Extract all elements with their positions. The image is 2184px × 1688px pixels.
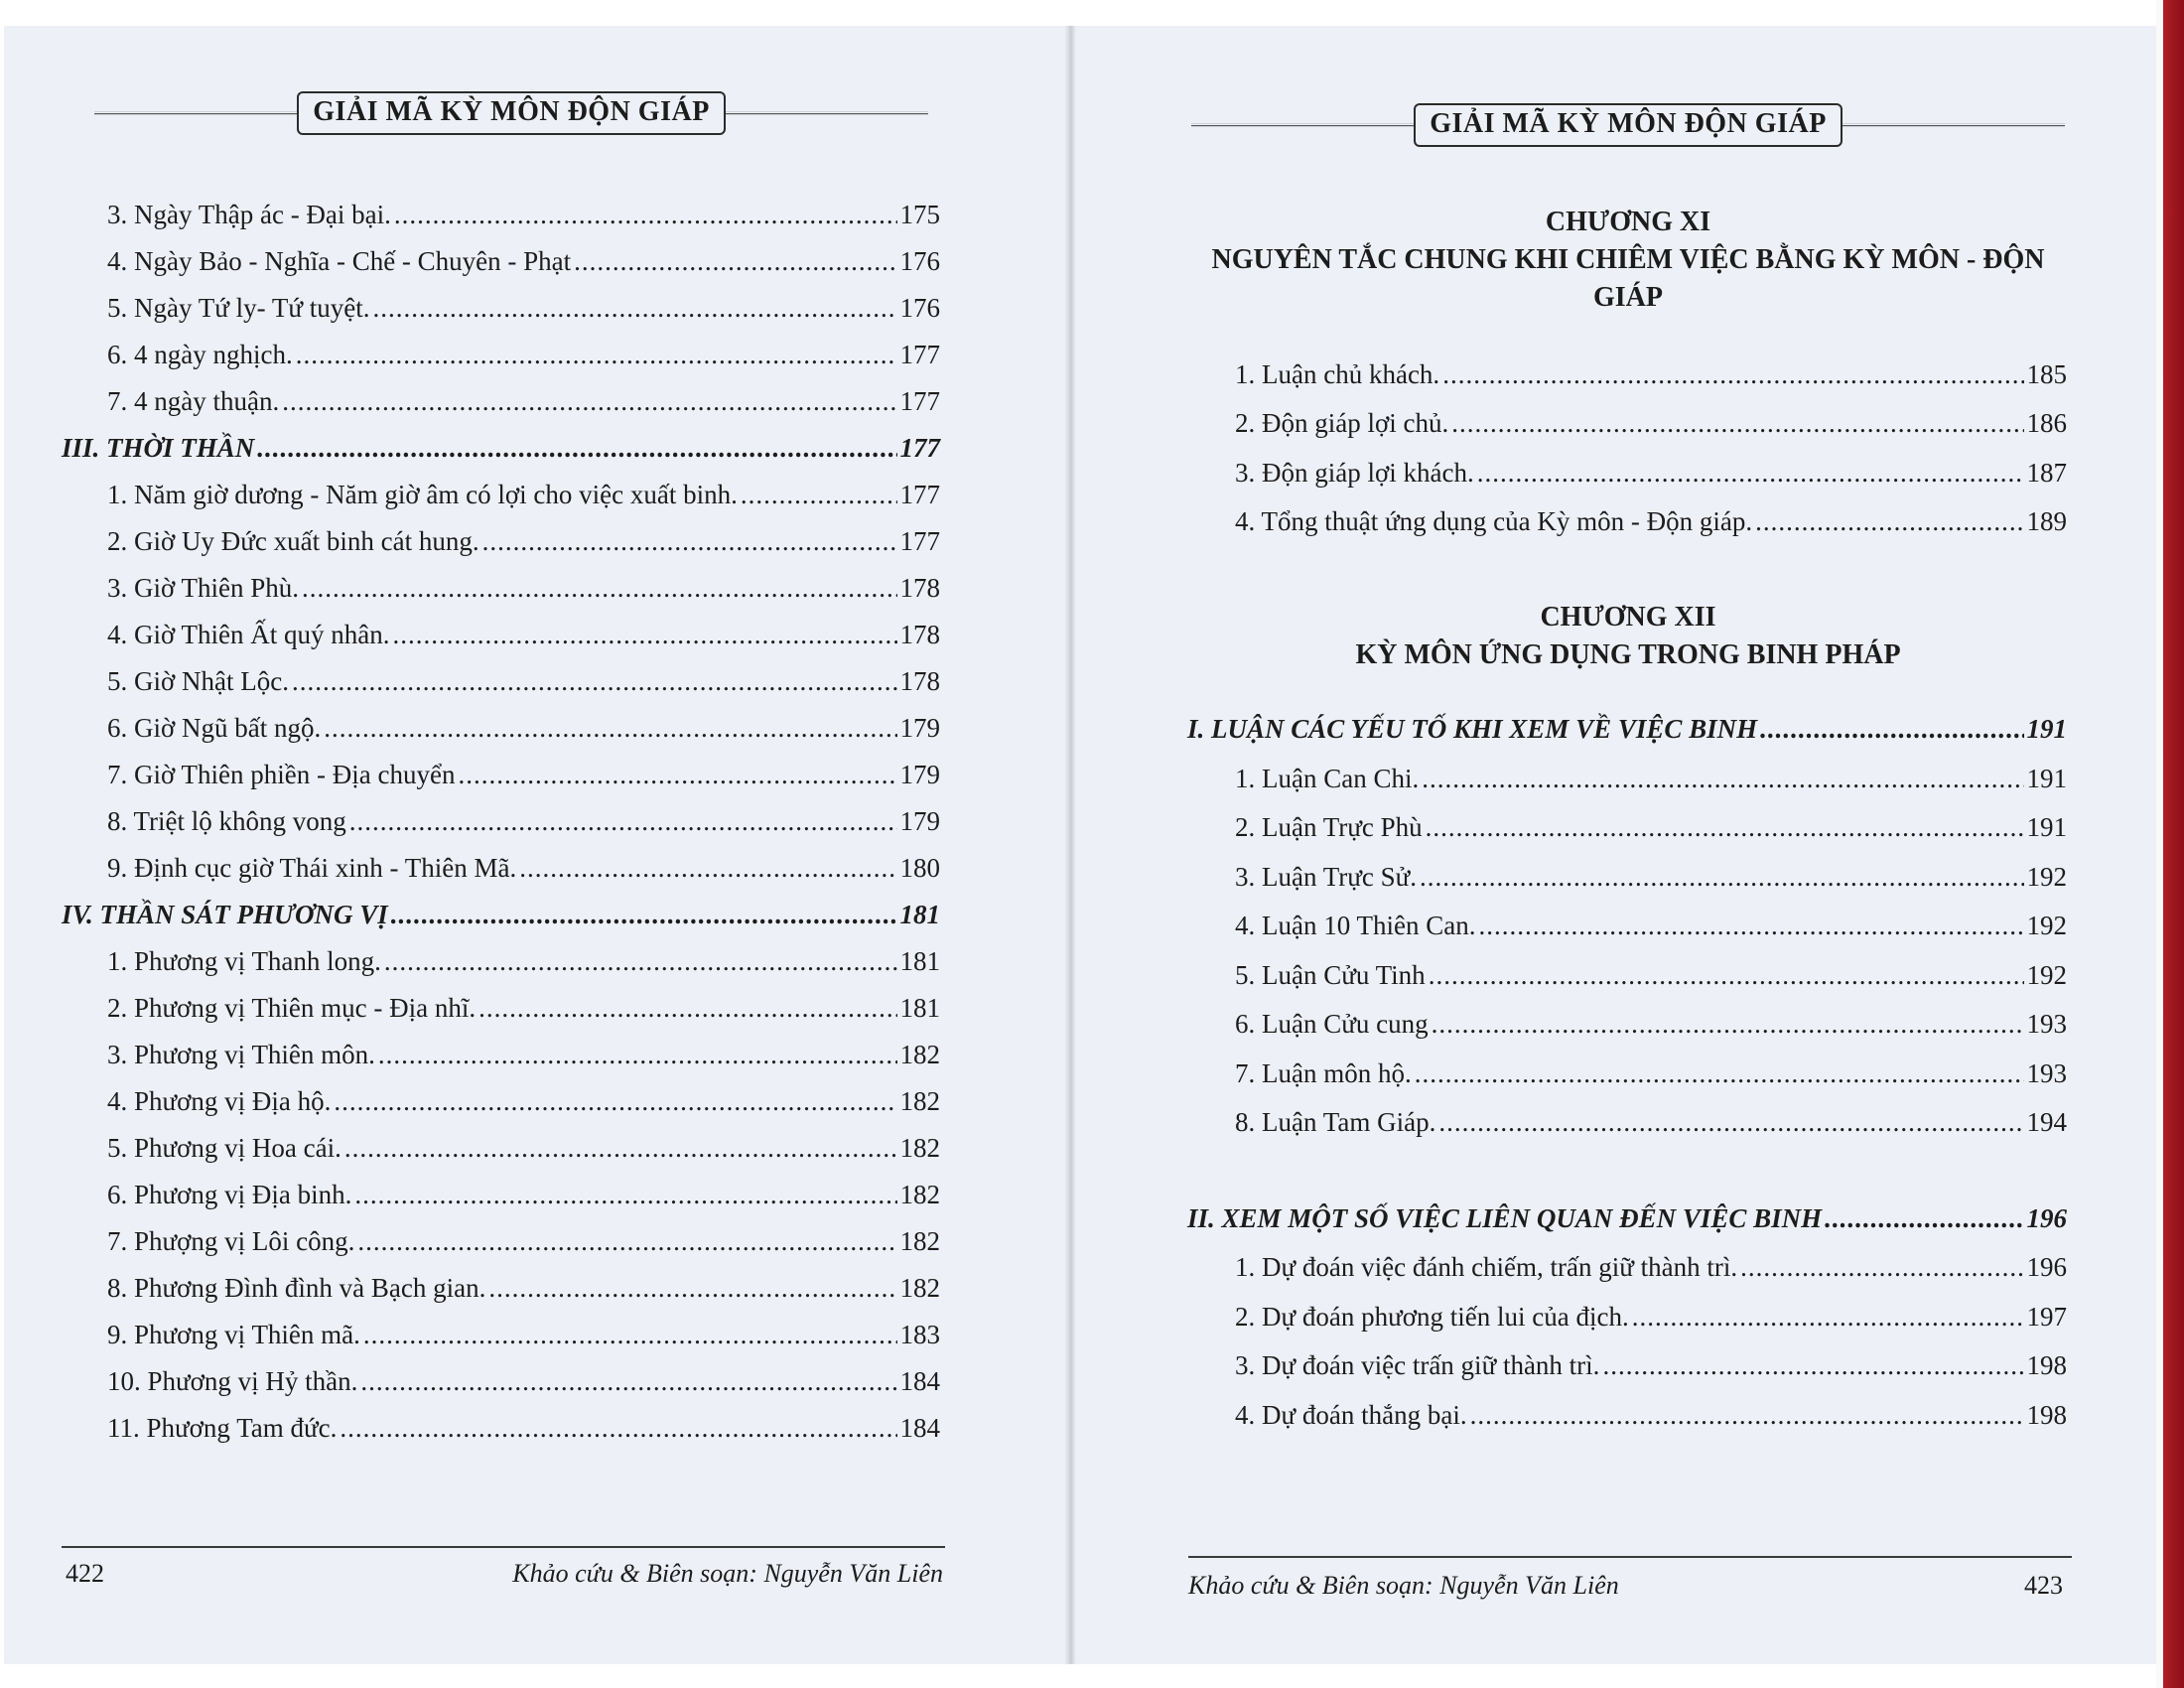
toc-entry <box>107 944 940 978</box>
toc-page-number: 177 <box>899 526 940 556</box>
toc-page-number: 192 <box>2026 862 2067 892</box>
toc-leader-dots <box>334 1084 896 1118</box>
right-footer-rule <box>1188 1556 2072 1558</box>
toc-leader-dots <box>296 338 897 371</box>
toc-entry <box>107 851 940 885</box>
toc-page-number: 185 <box>2026 359 2067 389</box>
toc-entry-label: 3. Luận Trực Sử. <box>1235 862 1418 892</box>
toc-page-number: 179 <box>899 806 940 836</box>
toc-page-number: 184 <box>899 1366 940 1396</box>
toc-leader-dots <box>1760 712 2023 746</box>
toc-leader-dots <box>1451 406 2023 440</box>
toc-entry-label: 1. Luận Can Chi. <box>1235 764 1420 793</box>
toc-page-number: 196 <box>2026 1203 2067 1233</box>
toc-entry <box>107 618 940 651</box>
toc-leader-dots <box>349 804 897 838</box>
toc-entry-label: 4. Dự đoán thắng bại. <box>1235 1400 1467 1430</box>
chapter-xi-title-line2: GIÁP <box>1593 282 1663 313</box>
toc-page-number: 184 <box>899 1413 940 1443</box>
book-gutter <box>1064 26 1076 1664</box>
toc-page-number: 182 <box>899 1133 940 1163</box>
toc-entry-label: 1. Dự đoán việc đánh chiếm, trấn giữ thành trì. <box>1235 1252 1738 1282</box>
toc-entry-label: 5. Ngày Tứ ly- Tứ tuyệt. <box>107 293 370 323</box>
header-rule-right <box>726 111 928 115</box>
toc-entry-label: 5. Phương vị Hoa cái. <box>107 1133 341 1163</box>
left-footer-rule <box>62 1546 945 1548</box>
toc-leader-dots <box>1825 1201 2023 1235</box>
toc-entry <box>1235 1105 2067 1139</box>
toc-page-number: 192 <box>2026 960 2067 990</box>
toc-entry-label: 7. Luận môn hộ. <box>1235 1058 1412 1088</box>
header-rule-left <box>94 111 297 115</box>
toc-entry <box>107 1271 940 1305</box>
toc-entry-label: IV. THẦN SÁT PHƯƠNG VỊ <box>62 900 388 929</box>
toc-page-number: 183 <box>899 1320 940 1349</box>
toc-page-number: 191 <box>2026 812 2067 842</box>
toc-entry <box>1235 406 2067 440</box>
toc-entry <box>107 1084 940 1118</box>
chapter-xii-title: KỲ MÔN ỨNG DỤNG TRONG BINH PHÁP <box>1355 639 1901 670</box>
toc-entry-label: 8. Luận Tam Giáp. <box>1235 1107 1436 1137</box>
toc-page-number: 198 <box>2026 1400 2067 1430</box>
toc-page-number: 178 <box>899 573 940 603</box>
toc-page-number: 179 <box>899 713 940 743</box>
toc-entry <box>1235 1056 2067 1090</box>
toc-entry-label: 1. Năm giờ dương - Năm giờ âm có lợi cho việc xuất binh. <box>107 480 738 509</box>
toc-leader-dots <box>378 1038 897 1071</box>
toc-entry <box>1235 504 2067 538</box>
toc-entry-label: 2. Dự đoán phương tiến lui của địch. <box>1235 1302 1629 1332</box>
toc-entry-label: 7. Phượng vị Lôi công. <box>107 1226 355 1256</box>
toc-page-number: 194 <box>2026 1107 2067 1137</box>
toc-entry <box>107 571 940 605</box>
chapter-xi-heading: CHƯƠNG XI <box>1545 207 1711 237</box>
toc-entry-label: I. LUẬN CÁC YẾU TỐ KHI XEM VỀ VIỆC BINH <box>1187 714 1758 744</box>
toc-page-number: 177 <box>899 386 940 416</box>
toc-entry-label: 6. Luận Cửu cung <box>1235 1009 1429 1039</box>
toc-entry <box>1235 958 2067 992</box>
toc-leader-dots <box>488 1271 896 1305</box>
toc-page-number: 182 <box>899 1086 940 1116</box>
toc-leader-dots <box>1442 357 2023 391</box>
toc-entry-label: 4. Ngày Bảo - Nghĩa - Chế - Chuyên - Phạt <box>107 246 572 276</box>
toc-entry-label: 3. Độn giáp lợi khách. <box>1235 458 1474 488</box>
toc-page-number: 182 <box>899 1180 940 1209</box>
toc-section-heading <box>1187 1201 2067 1235</box>
toc-page-number: 178 <box>899 620 940 649</box>
toc-leader-dots <box>1740 1250 2023 1284</box>
toc-page-number: 191 <box>2026 764 2067 793</box>
toc-entry-label: 1. Phương vị Thanh long. <box>107 946 381 976</box>
toc-entry-label: 2. Luận Trực Phù <box>1235 812 1423 842</box>
toc-entry-label: 6. Phương vị Địa binh. <box>107 1180 352 1209</box>
toc-entry <box>107 1178 940 1211</box>
toc-page-number: 179 <box>899 760 940 789</box>
toc-entry <box>1235 909 2067 942</box>
book-cover-edge <box>2163 0 2184 1688</box>
toc-entry <box>107 1364 940 1398</box>
toc-leader-dots <box>357 1224 896 1258</box>
toc-leader-dots <box>1432 1007 2024 1041</box>
toc-leader-dots <box>360 1364 896 1398</box>
toc-page-number: 197 <box>2026 1302 2067 1332</box>
toc-leader-dots <box>1478 909 2023 942</box>
chapter-xi-title-line1: NGUYÊN TẮC CHUNG KHI CHIÊM VIỆC BẰNG KỲ MÔN - ĐỘN <box>1211 244 2045 275</box>
toc-leader-dots <box>482 524 897 558</box>
toc-page-number: 193 <box>2026 1058 2067 1088</box>
toc-entry-label: 4. Tổng thuật ứng dụng của Kỳ môn - Độn giáp. <box>1235 506 1753 536</box>
toc-entry-label: 5. Luận Cửu Tinh <box>1235 960 1426 990</box>
toc-leader-dots <box>478 991 896 1025</box>
toc-leader-dots <box>1632 1300 2024 1334</box>
toc-page-number: 181 <box>899 900 940 929</box>
toc-entry-label: 9. Định cục giờ Thái xinh - Thiên Mã. <box>107 853 517 883</box>
chapter-xii-block <box>1171 599 2085 674</box>
toc-page-number: 182 <box>899 1273 940 1303</box>
toc-leader-dots <box>1422 762 2023 795</box>
toc-leader-dots <box>340 1411 896 1445</box>
toc-entry-label: 1. Luận chủ khách. <box>1235 359 1440 389</box>
toc-leader-dots <box>324 711 896 745</box>
toc-page-number: 180 <box>899 853 940 883</box>
toc-entry-label: 4. Phương vị Địa hộ. <box>107 1086 332 1116</box>
toc-section-heading <box>1187 712 2067 746</box>
toc-page-number: 196 <box>2026 1252 2067 1282</box>
toc-entry <box>1235 456 2067 490</box>
toc-page-number: 177 <box>899 433 940 463</box>
toc-entry <box>107 198 940 231</box>
toc-entry <box>1235 1348 2067 1382</box>
toc-leader-dots <box>1426 810 2024 844</box>
toc-entry <box>107 478 940 511</box>
toc-page-number: 198 <box>2026 1350 2067 1380</box>
toc-page-number: 181 <box>899 946 940 976</box>
left-running-header <box>94 91 928 135</box>
toc-entry <box>1235 860 2067 894</box>
toc-leader-dots <box>363 1318 897 1351</box>
toc-leader-dots <box>1438 1105 2023 1139</box>
toc-entry-label: 7. 4 ngày thuận. <box>107 386 280 416</box>
toc-entry-label: 2. Độn giáp lợi chủ. <box>1235 408 1449 438</box>
toc-page-number: 177 <box>899 480 940 509</box>
toc-page-number: 182 <box>899 1226 940 1256</box>
toc-entry-label: 8. Phương Đình đình và Bạch gian. <box>107 1273 486 1303</box>
toc-leader-dots <box>393 618 897 651</box>
chapter-xi-block <box>1171 204 2085 317</box>
toc-entry <box>107 1224 940 1258</box>
toc-entry-label: III. THỜI THẦN <box>62 433 255 463</box>
toc-entry-label: 9. Phương vị Thiên mã. <box>107 1320 360 1349</box>
toc-entry <box>1235 1300 2067 1334</box>
toc-entry <box>107 991 940 1025</box>
header-rule-right <box>1843 123 2065 127</box>
header-title: GIẢI MÃ KỲ MÔN ĐỘN GIÁP <box>1414 103 1843 147</box>
header-rule-left <box>1191 123 1414 127</box>
toc-entry <box>1235 1398 2067 1432</box>
toc-leader-dots <box>292 664 897 698</box>
toc-entry <box>1235 762 2067 795</box>
toc-entry <box>107 804 940 838</box>
right-page-number: 423 <box>2024 1571 2063 1600</box>
toc-page-number: 191 <box>2026 714 2067 744</box>
toc-page-number: 178 <box>899 666 940 696</box>
toc-entry <box>107 524 940 558</box>
toc-entry-label: 6. 4 ngày nghịch. <box>107 340 293 369</box>
toc-entry-label: 6. Giờ Ngũ bất ngộ. <box>107 713 322 743</box>
toc-page-number: 181 <box>899 993 940 1023</box>
toc-entry <box>107 758 940 791</box>
toc-entry <box>107 664 940 698</box>
toc-entry-label: 2. Giờ Uy Đức xuất binh cát hung. <box>107 526 479 556</box>
chapter-xii-heading: CHƯƠNG XII <box>1540 602 1716 633</box>
toc-entry <box>107 384 940 418</box>
toc-entry <box>107 1131 940 1165</box>
toc-leader-dots <box>302 571 896 605</box>
toc-section-heading <box>62 431 940 465</box>
toc-page-number: 182 <box>899 1040 940 1069</box>
toc-leader-dots <box>1470 1398 2024 1432</box>
toc-leader-dots <box>574 244 896 278</box>
toc-page-number: 177 <box>899 340 940 369</box>
toc-leader-dots <box>1477 456 2024 490</box>
toc-leader-dots <box>373 291 897 325</box>
toc-entry <box>1235 357 2067 391</box>
toc-entry-label: 3. Ngày Thập ác - Đại bại. <box>107 200 391 229</box>
toc-entry-label: 8. Triệt lộ không vong <box>107 806 346 836</box>
left-footer-author: Khảo cứu & Biên soạn: Nguyễn Văn Liên <box>512 1559 943 1588</box>
toc-page-number: 176 <box>899 246 940 276</box>
toc-entry <box>107 711 940 745</box>
toc-page-number: 176 <box>899 293 940 323</box>
toc-leader-dots <box>741 478 897 511</box>
toc-entry-label: 4. Giờ Thiên Ất quý nhân. <box>107 620 390 649</box>
toc-leader-dots <box>384 944 897 978</box>
toc-entry-label: 7. Giờ Thiên phiền - Địa chuyển <box>107 760 456 789</box>
toc-entry <box>1235 1007 2067 1041</box>
toc-leader-dots <box>282 384 896 418</box>
toc-leader-dots <box>257 431 896 465</box>
toc-page-number: 175 <box>899 200 940 229</box>
toc-leader-dots <box>391 898 897 931</box>
toc-page-number: 193 <box>2026 1009 2067 1039</box>
toc-entry-label: 11. Phương Tam đức. <box>107 1413 338 1443</box>
toc-page-number: 187 <box>2026 458 2067 488</box>
toc-leader-dots <box>458 758 896 791</box>
toc-entry-label: 3. Dự đoán việc trấn giữ thành trì. <box>1235 1350 1600 1380</box>
toc-leader-dots <box>1602 1348 2023 1382</box>
toc-entry <box>1235 810 2067 844</box>
toc-leader-dots <box>1755 504 2023 538</box>
toc-entry <box>107 291 940 325</box>
toc-leader-dots <box>1429 958 2024 992</box>
toc-entry-label: II. XEM MỘT SỐ VIỆC LIÊN QUAN ĐẾN VIỆC BINH <box>1187 1203 1823 1233</box>
header-title: GIẢI MÃ KỲ MÔN ĐỘN GIÁP <box>297 91 726 135</box>
toc-entry <box>107 338 940 371</box>
toc-section-heading <box>62 898 940 931</box>
toc-entry <box>107 1318 940 1351</box>
toc-page-number: 186 <box>2026 408 2067 438</box>
toc-leader-dots <box>394 198 897 231</box>
toc-entry <box>1235 1250 2067 1284</box>
toc-leader-dots <box>1415 1056 2024 1090</box>
toc-leader-dots <box>344 1131 897 1165</box>
toc-page-number: 192 <box>2026 911 2067 940</box>
toc-entry-label: 10. Phương vị Hỷ thần. <box>107 1366 358 1396</box>
toc-leader-dots <box>354 1178 896 1211</box>
toc-entry <box>107 1411 940 1445</box>
toc-entry <box>107 1038 940 1071</box>
toc-entry-label: 3. Phương vị Thiên môn. <box>107 1040 375 1069</box>
left-page-number: 422 <box>66 1559 104 1588</box>
right-running-header <box>1191 103 2065 147</box>
toc-entry-label: 4. Luận 10 Thiên Can. <box>1235 911 1476 940</box>
toc-entry-label: 5. Giờ Nhật Lộc. <box>107 666 289 696</box>
right-footer-author: Khảo cứu & Biên soạn: Nguyễn Văn Liên <box>1188 1571 1619 1600</box>
toc-entry <box>107 244 940 278</box>
toc-leader-dots <box>1420 860 2023 894</box>
toc-leader-dots <box>519 851 896 885</box>
toc-entry-label: 3. Giờ Thiên Phù. <box>107 573 300 603</box>
toc-page-number: 189 <box>2026 506 2067 536</box>
toc-entry-label: 2. Phương vị Thiên mục - Địa nhĩ. <box>107 993 477 1023</box>
